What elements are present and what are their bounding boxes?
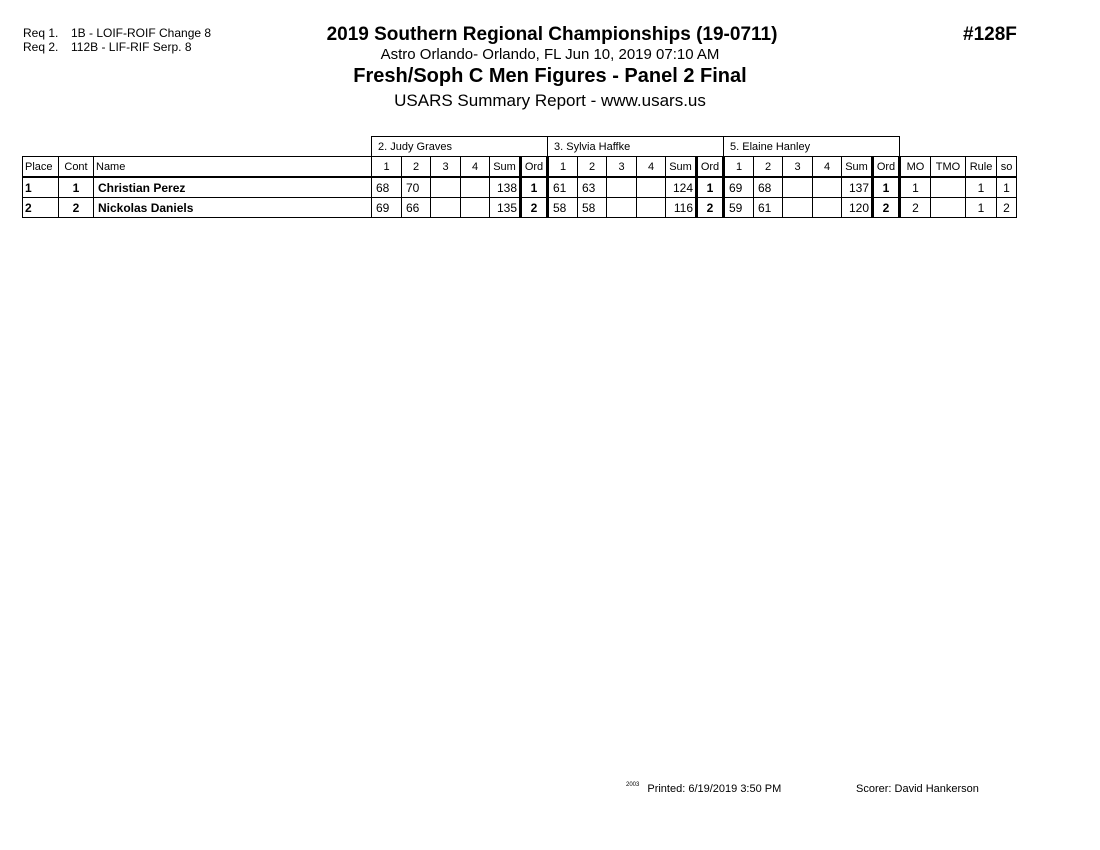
sum-cell: 120	[842, 198, 873, 218]
score-cell: 61	[548, 177, 578, 198]
ord-cell: 1	[697, 177, 724, 198]
report-title: USARS Summary Report - www.usars.us	[394, 91, 706, 110]
requirement-number: Req 2.	[23, 40, 59, 54]
so-cell: 2	[997, 198, 1017, 218]
col-cont: Cont	[59, 157, 94, 178]
mo-cell: 2	[900, 198, 931, 218]
col-score-1: 1	[724, 157, 754, 178]
col-tmo: TMO	[931, 157, 966, 178]
score-cell: 58	[548, 198, 578, 218]
col-name: Name	[94, 157, 372, 178]
sum-cell: 116	[666, 198, 697, 218]
col-so: so	[997, 157, 1017, 178]
tmo-cell	[931, 198, 966, 218]
cont-cell: 2	[59, 198, 94, 218]
sum-cell: 137	[842, 177, 873, 198]
judge-2-label: 3. Sylvia Haffke	[548, 137, 724, 157]
so-cell: 1	[997, 177, 1017, 198]
col-ord: Ord	[521, 157, 548, 178]
score-cell: 68	[372, 177, 402, 198]
score-cell	[783, 177, 813, 198]
column-header-row	[23, 157, 1017, 178]
score-cell	[637, 198, 666, 218]
col-score-3: 3	[607, 157, 637, 178]
score-cell: 68	[754, 177, 783, 198]
score-cell	[431, 198, 461, 218]
score-cell	[461, 198, 490, 218]
requirement-text: 1B - LOIF-ROIF Change 8	[71, 26, 212, 40]
col-score-4: 4	[637, 157, 666, 178]
col-sum: Sum	[842, 157, 873, 178]
score-cell: 61	[754, 198, 783, 218]
ord-cell: 2	[697, 198, 724, 218]
rule-cell: 1	[966, 198, 997, 218]
cont-cell: 1	[59, 177, 94, 198]
score-cell	[813, 198, 842, 218]
score-cell: 70	[402, 177, 431, 198]
ord-cell: 2	[873, 198, 900, 218]
col-score-2: 2	[754, 157, 783, 178]
place-cell: 2	[23, 198, 59, 218]
score-cell	[637, 177, 666, 198]
tmo-cell	[931, 177, 966, 198]
rule-cell: 1	[966, 177, 997, 198]
sum-cell: 138	[490, 177, 521, 198]
results-table	[22, 136, 1017, 218]
col-score-3: 3	[431, 157, 461, 178]
ord-cell: 1	[521, 177, 548, 198]
location-line: Astro Orlando- Orlando, FL Jun 10, 2019 07:10 AM	[380, 46, 720, 63]
report-code: 2003	[626, 782, 640, 788]
score-cell: 59	[724, 198, 754, 218]
printed-timestamp: Printed: 6/19/2019 3:50 PM	[647, 783, 782, 795]
score-cell	[783, 198, 813, 218]
score-cell: 69	[724, 177, 754, 198]
col-score-4: 4	[813, 157, 842, 178]
score-cell: 69	[372, 198, 402, 218]
event-number: #128F	[963, 24, 1017, 45]
col-ord: Ord	[697, 157, 724, 178]
col-score-1: 1	[548, 157, 578, 178]
sum-cell: 135	[490, 198, 521, 218]
ord-cell: 2	[521, 198, 548, 218]
score-cell	[431, 177, 461, 198]
col-place: Place	[23, 157, 59, 178]
requirement-text: 112B - LIF-RIF Serp. 8	[71, 40, 192, 54]
scorer-line: Scorer: David Hankerson	[856, 783, 979, 795]
col-score-1: 1	[372, 157, 402, 178]
event-title: 2019 Southern Regional Championships (19-0711)	[326, 24, 778, 45]
skater-name: Christian Perez	[94, 177, 372, 198]
category-title: Fresh/Soph C Men Figures - Panel 2 Final	[353, 65, 747, 87]
col-score-2: 2	[578, 157, 607, 178]
score-cell	[461, 177, 490, 198]
table-row	[23, 198, 1017, 218]
col-rule: Rule	[966, 157, 997, 178]
col-ord: Ord	[873, 157, 900, 178]
ord-cell: 1	[873, 177, 900, 198]
col-score-4: 4	[461, 157, 490, 178]
judge-3-label: 5. Elaine Hanley	[724, 137, 900, 157]
judge-header-row	[23, 137, 1017, 157]
sum-cell: 124	[666, 177, 697, 198]
col-sum: Sum	[666, 157, 697, 178]
place-cell: 1	[23, 177, 59, 198]
score-cell	[607, 198, 637, 218]
skater-name: Nickolas Daniels	[94, 198, 372, 218]
score-cell	[607, 177, 637, 198]
col-score-3: 3	[783, 157, 813, 178]
score-cell: 66	[402, 198, 431, 218]
mo-cell: 1	[900, 177, 931, 198]
score-cell: 58	[578, 198, 607, 218]
table-row	[23, 177, 1017, 198]
col-score-2: 2	[402, 157, 431, 178]
judge-1-label: 2. Judy Graves	[372, 137, 548, 157]
requirement-number: Req 1.	[23, 26, 59, 40]
col-mo: MO	[900, 157, 931, 178]
score-cell	[813, 177, 842, 198]
col-sum: Sum	[490, 157, 521, 178]
score-cell: 63	[578, 177, 607, 198]
printed-line	[626, 783, 781, 795]
